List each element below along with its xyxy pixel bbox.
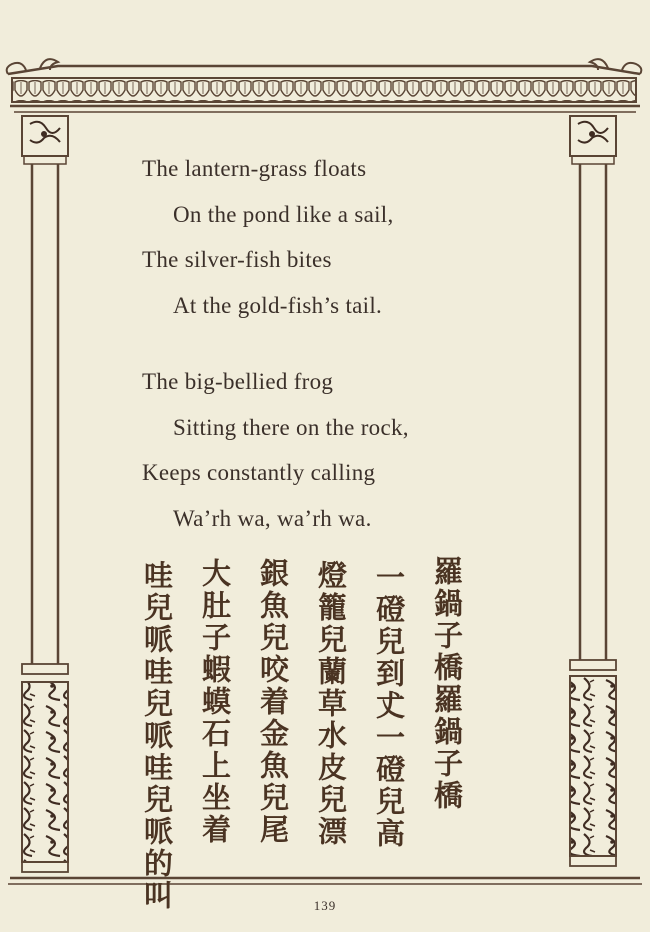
chinese-column: 哇兒哌哇兒哌哇兒哌的叫 [140, 560, 174, 912]
chinese-column: 一磴兒到𠀋一磴兒高 [372, 562, 406, 850]
right-pillar [570, 116, 616, 866]
stanza-1 [142, 146, 502, 328]
poem-line: The silver-fish bites [142, 247, 332, 272]
roof-ornament [7, 59, 642, 112]
base-beam [8, 878, 642, 884]
poem-line: At the gold-fish’s tail. [173, 292, 383, 318]
poem-line: Sitting there on the rock, [173, 414, 409, 440]
english-poem [142, 146, 502, 572]
chinese-column: 燈籠兒蘭草水皮兒漂 [314, 560, 348, 848]
poem-line: On the pond like a sail, [173, 201, 394, 227]
stanza-2 [142, 359, 502, 541]
left-pillar [22, 116, 68, 872]
chinese-column: 羅鍋子橋羅鍋子橋 [430, 556, 464, 812]
chinese-column: 銀魚兒咬着金魚兒尾 [256, 558, 290, 846]
chinese-column: 大肚子蝦蟆石上坐着 [198, 558, 232, 846]
poem-line: Keeps constantly calling [142, 460, 376, 485]
poem-line: The big-bellied frog [142, 369, 334, 394]
poem-line: The lantern-grass floats [142, 156, 367, 181]
page-number: 139 [313, 898, 337, 913]
poem-line: Wa’rh wa, wa’rh wa. [173, 505, 372, 531]
